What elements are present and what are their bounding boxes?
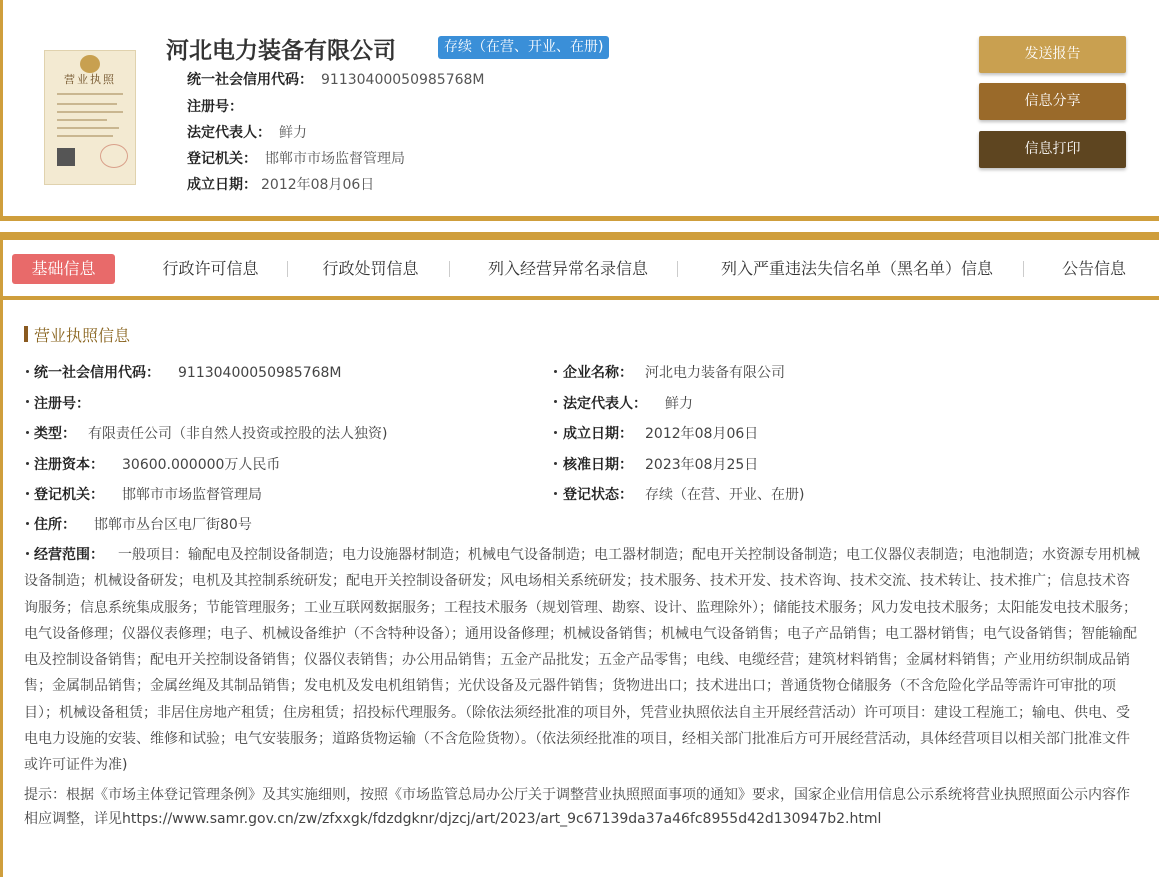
field-reg-status: 登记状态： 存续（在营、开业、在册) [563, 487, 805, 503]
tab-bar [0, 240, 1159, 296]
seal-stamp-icon [100, 144, 128, 168]
field-credit-code: 统一社会信用代码： 91130400050985768M [34, 365, 342, 381]
section-marker [24, 326, 28, 342]
field-address: 住所： 邯郸市丛台区电厂街80号 [34, 517, 252, 533]
field-established: 成立日期： 2012年08月06日 [563, 426, 759, 442]
license-title: 营业执照 [64, 73, 116, 86]
business-scope: 经营范围： 一般项目：输配电及控制设备制造；电力设施器材制造；机械电气设备制造；电工器材制造；配电开关控制设备制造；电工仪器仪表制造；电池制造；水资源专用机械设备制造；机械设备研发；电机及其控制系统研发；配电开关控制设备研发；风电场相关系统研发；技术服务、技术开发、技术咨询、技术交流、技术转让、技术推广；信息技术咨询服务；信息系统集成服务；节能管理服务；工业互联网数据服务；工程技术服务（规划管理、勘察、设计、监理除外）；储能技术服务；风力发电技术服务；太阳能发电技术服务；电气设备修理；仪器仪表修理；电子、机械设备维护（不含特种设备）；通用设备修理；机械设备销售；机械电气设备销售；电子产品销售；电工器材销售；电气设备销售；智能输配电及控制设备销售；配电开关控制设备销售；仪器仪表销售；办公用品销售；五金产品批发；五金产品零售；电线、电缆经营；建筑材料销售；金属材料销售；产业用纺织制成品销售；金属制品销售；金属丝绳及其制品销售；发电机及发电机组销售；光伏设备及元器件销售；货物进出口；技术进出口；普通货物仓储服务（不含危险化学品等需许可审批的项目）；机械设备租赁；非居住房地产租赁；住房租赁；招投标代理服务。（除依法须经批准的项目外，凭营业执照依法自主开展经营活动）许可项目：建设工程施工；输电、供电、受电电力设施的安装、维修和试验；电气安装服务；道路货物运输（不含危险货物）。（依法须经批准的项目，经相关部门批准后方可开展经营活动，具体经营项目以相关部门批准文件或许可证件为准) [24, 547, 1140, 774]
tab-announcements[interactable]: 公告信息 [1061, 259, 1126, 278]
header-legal-rep: 法定代表人： 鲜力 [187, 125, 307, 141]
field-company-name: 企业名称： 河北电力装备有限公司 [563, 365, 785, 381]
tabs-divider-top [0, 232, 1159, 240]
share-info-button[interactable]: 信息分享 [979, 83, 1126, 120]
field-legal-rep: 法定代表人： 鲜力 [563, 396, 693, 412]
business-license-thumbnail[interactable] [44, 50, 136, 185]
company-title: 河北电力装备有限公司 [166, 38, 396, 64]
field-authority: 登记机关： 邯郸市市场监督管理局 [34, 487, 262, 503]
field-approved-date: 核准日期： 2023年08月25日 [563, 457, 759, 473]
header-credit-code: 统一社会信用代码： 91130400050985768M [187, 72, 485, 88]
tab-blacklist[interactable]: 列入严重违法失信名单（黑名单）信息 [720, 259, 993, 278]
print-info-button[interactable]: 信息打印 [979, 131, 1126, 168]
tab-basic-info[interactable]: 基础信息 [12, 254, 115, 284]
header-established: 成立日期： 2012年08月06日 [187, 177, 375, 193]
tab-admin-penalty[interactable]: 行政处罚信息 [322, 259, 419, 278]
field-type: 类型： 有限责任公司（非自然人投资或控股的法人独资) [34, 426, 388, 442]
send-report-button[interactable]: 发送报告 [979, 36, 1126, 73]
header-reg-no: 注册号： [187, 99, 243, 115]
qr-code-icon [57, 148, 75, 166]
notice-tip: 提示：根据《市场主体登记管理条例》及其实施细则，按照《市场监管总局办公厅关于调整营业执照照面事项的通知》要求，国家企业信用信息公示系统将营业执照照面公示内容作相应调整，详见https://www.samr.gov.cn/zw/zfxxgk/fdzdgknr/djzcj/art/2023/art_9c67139da37a46fc8955d42d130947b2.html [24, 787, 1130, 827]
status-badge: 存续（在营、开业、在册) [438, 36, 609, 59]
tab-abnormal-list[interactable]: 列入经营异常名录信息 [487, 259, 648, 278]
field-capital: 注册资本： 30600.000000万人民币 [34, 457, 281, 473]
section-title: 营业执照信息 [34, 326, 131, 345]
header-authority: 登记机关： 邯郸市市场监督管理局 [187, 151, 405, 167]
field-reg-no: 注册号： [34, 396, 90, 412]
tab-admin-license[interactable]: 行政许可信息 [162, 259, 259, 278]
